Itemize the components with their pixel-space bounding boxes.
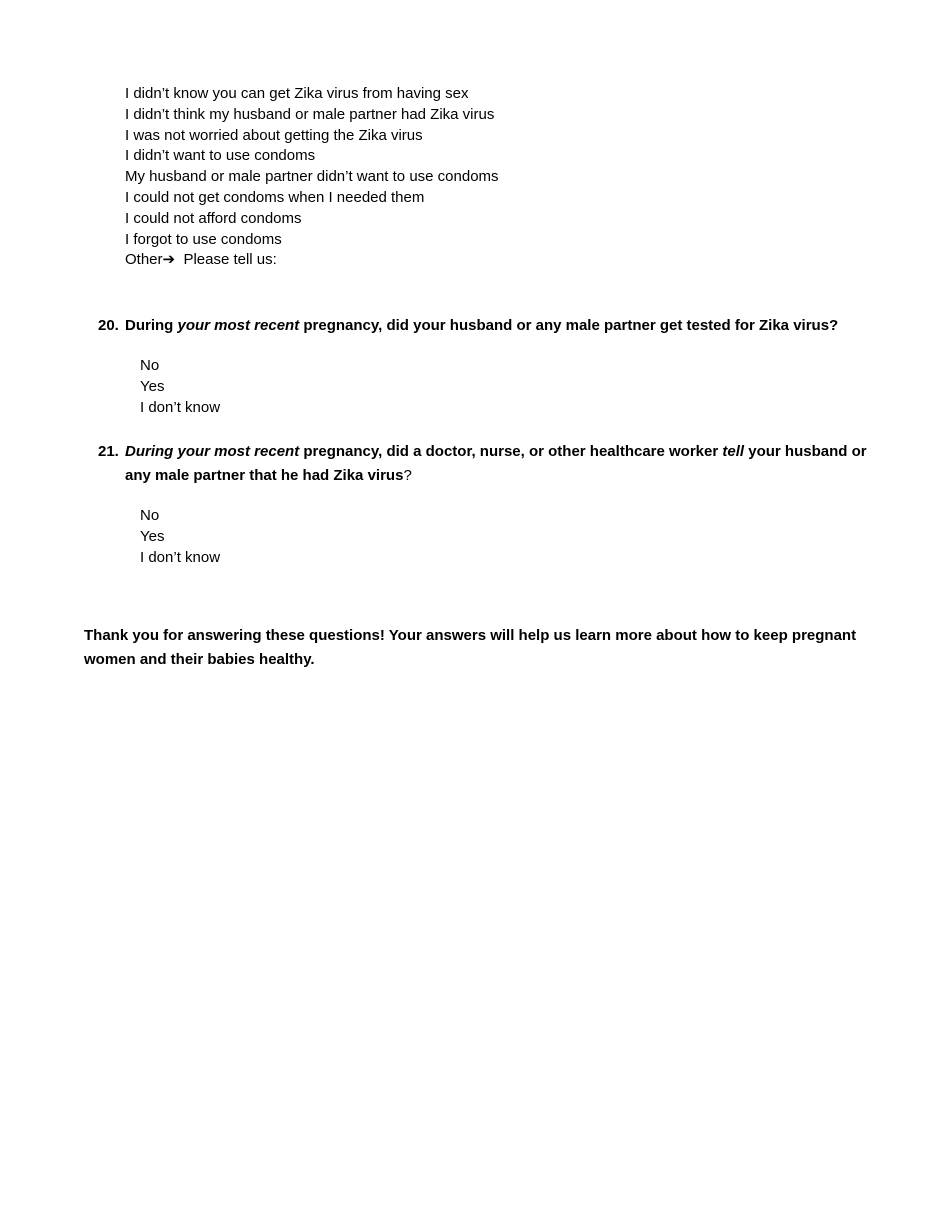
other-option[interactable] [125, 250, 499, 271]
arrow-right-icon: ➔ [162, 251, 176, 269]
answer-option-dont-know[interactable]: I don’t know [140, 549, 221, 566]
question-21 [98, 440, 878, 488]
reason-option[interactable]: I didn’t want to use condoms [125, 147, 316, 165]
answer-option-yes[interactable]: Yes [140, 528, 165, 545]
reason-option[interactable]: I didn’t know you can get Zika virus from having sex [125, 85, 469, 102]
question-20-options [140, 355, 220, 418]
reason-option[interactable]: I could not get condoms when I needed them [125, 188, 425, 206]
question-21-options [140, 505, 220, 568]
question-number: 21. [98, 443, 119, 460]
answer-option-yes[interactable]: Yes [140, 378, 165, 395]
answer-option-no[interactable]: No [140, 507, 160, 524]
answer-option-dont-know[interactable]: I don’t know [140, 399, 221, 416]
other-label: Other [125, 251, 163, 269]
reason-option[interactable]: I forgot to use condoms [125, 230, 282, 248]
reasons-list [125, 84, 499, 271]
reason-option[interactable]: My husband or male partner didn’t want to use condoms [125, 168, 499, 186]
question-text: During your most recent pregnancy, did a doctor, nurse, or other healthcare worker tell your husband or any male partner that he had Zika virus? [125, 443, 867, 484]
answer-option-no[interactable]: No [140, 357, 160, 374]
question-text: During your most recent pregnancy, did your husband or any male partner get tested for Zika virus? [125, 317, 839, 334]
closing-message: Thank you for answering these questions! Your answers will help us learn more about how to keep pregnant women and their babies healthy. [84, 627, 857, 668]
other-prompt: Please tell us: [183, 251, 277, 269]
reason-option[interactable]: I didn’t think my husband or male partner had Zika virus [125, 105, 495, 123]
reason-option[interactable]: I could not afford condoms [125, 209, 302, 227]
question-number: 20. [98, 317, 119, 334]
reason-option[interactable]: I was not worried about getting the Zika virus [125, 126, 423, 144]
question-20 [98, 314, 878, 338]
